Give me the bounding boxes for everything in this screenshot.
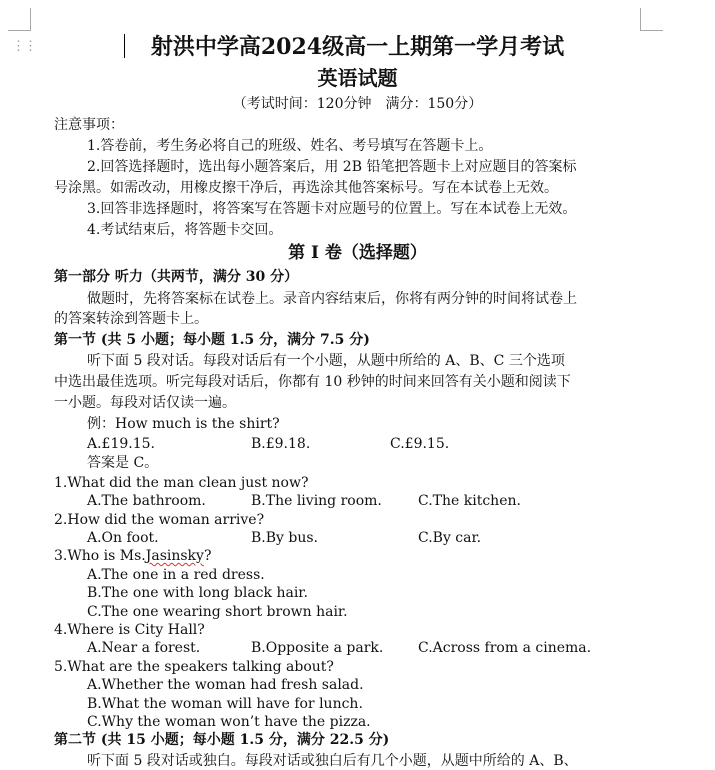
- q3-option-c: C.The one wearing short brown hair.: [87, 604, 348, 620]
- q4-option-a: A.Near a forest.: [87, 640, 201, 656]
- q3-option-a: A.The one in a red dress.: [87, 567, 265, 583]
- q4-option-c: C.Across from a cinema.: [418, 640, 592, 656]
- question-4: 4.Where is City Hall?: [54, 622, 205, 638]
- section1-instruction: 中选出最佳选项。听完每段对话后，你都有 10 秒钟的时间来回答有关小题和阅读下: [54, 374, 571, 390]
- example-option-a: A.£19.15.: [87, 436, 155, 452]
- example-prompt: 例：How much is the shirt?: [87, 416, 280, 432]
- section1-heading: 第一节 (共 5 小题；每小题 1.5 分，满分 7.5 分): [54, 332, 370, 348]
- q3-prefix: 3.Who is Ms.: [54, 548, 146, 564]
- section1-instruction: 一小题。每段对话仅读一遍。: [54, 395, 236, 411]
- q2-option-b: B.By bus.: [251, 530, 318, 546]
- exam-title: 射洪中学高2024级高一上期第一学月考试: [150, 34, 565, 60]
- section2-heading: 第二节 (共 15 小题；每小题 1.5 分，满分 22.5 分): [54, 732, 390, 748]
- exam-meta: （考试时间：120分钟 满分：150分）: [232, 96, 483, 112]
- note-item: 3.回答非选择题时，将答案写在答题卡对应题号的位置上。写在本试卷上无效。: [87, 201, 577, 217]
- notes-heading: 注意事项：: [54, 117, 124, 133]
- section1-instruction: 听下面 5 段对话。每段对话后有一个小题，从题中所给的 A、B、C 三个选项: [87, 353, 565, 369]
- q2-option-c: C.By car.: [418, 530, 482, 546]
- part1-instruction: 做题时，先将答案标在试卷上。录音内容结束后，你将有两分钟的时间将试卷上: [87, 291, 577, 307]
- drag-handle-icon[interactable]: ⋮⋮: [12, 39, 36, 54]
- example-answer: 答案是 C。: [87, 455, 159, 471]
- note-item: 号涂黑。如需改动，用橡皮擦干净后，再选涂其他答案标号。写在本试卷上无效。: [54, 180, 558, 196]
- q5-option-a: A.Whether the woman had fresh salad.: [87, 677, 364, 693]
- question-5: 5.What are the speakers talking about?: [54, 659, 334, 675]
- crop-mark-top-right: [640, 8, 663, 31]
- question-2: 2.How did the woman arrive?: [54, 512, 265, 528]
- volume-heading: 第 I 卷（选择题）: [288, 243, 427, 263]
- question-3: [54, 547, 211, 565]
- q3-suffix: ?: [203, 548, 212, 564]
- crop-mark-top-left: [8, 8, 31, 31]
- part1-instruction: 的答案转涂到答题卡上。: [54, 311, 208, 327]
- q1-option-b: B.The living room.: [251, 493, 382, 509]
- section2-instruction: 听下面 5 段对话或独白。每段对话或独白后有几个小题，从题中所给的 A、B、: [87, 753, 578, 769]
- question-1: 1.What did the man clean just now?: [54, 475, 309, 491]
- q5-option-c: C.Why the woman won’t have the pizza.: [87, 714, 371, 730]
- q3-name-spellcheck: Jasinsky: [145, 548, 204, 564]
- q1-option-c: C.The kitchen.: [418, 493, 521, 509]
- note-item: 2.回答选择题时，选出每小题答案后，用 2B 铅笔把答题卡上对应题目的答案标: [87, 159, 577, 175]
- part1-heading: 第一部分 听力（共两节，满分 30 分）: [54, 269, 299, 285]
- q1-option-a: A.The bathroom.: [87, 493, 206, 509]
- example-option-c: C.£9.15.: [390, 436, 450, 452]
- note-item: 1.答卷前，考生务必将自己的班级、姓名、考号填写在答题卡上。: [87, 138, 493, 154]
- q2-option-a: A.On foot.: [87, 530, 159, 546]
- q4-option-b: B.Opposite a park.: [251, 640, 384, 656]
- example-option-b: B.£9.18.: [251, 436, 311, 452]
- q5-option-b: B.What the woman will have for lunch.: [87, 696, 363, 712]
- note-item: 4.考试结束后，将答题卡交回。: [87, 222, 283, 238]
- q3-option-b: B.The one with long black hair.: [87, 585, 308, 601]
- exam-subtitle: 英语试题: [317, 66, 398, 90]
